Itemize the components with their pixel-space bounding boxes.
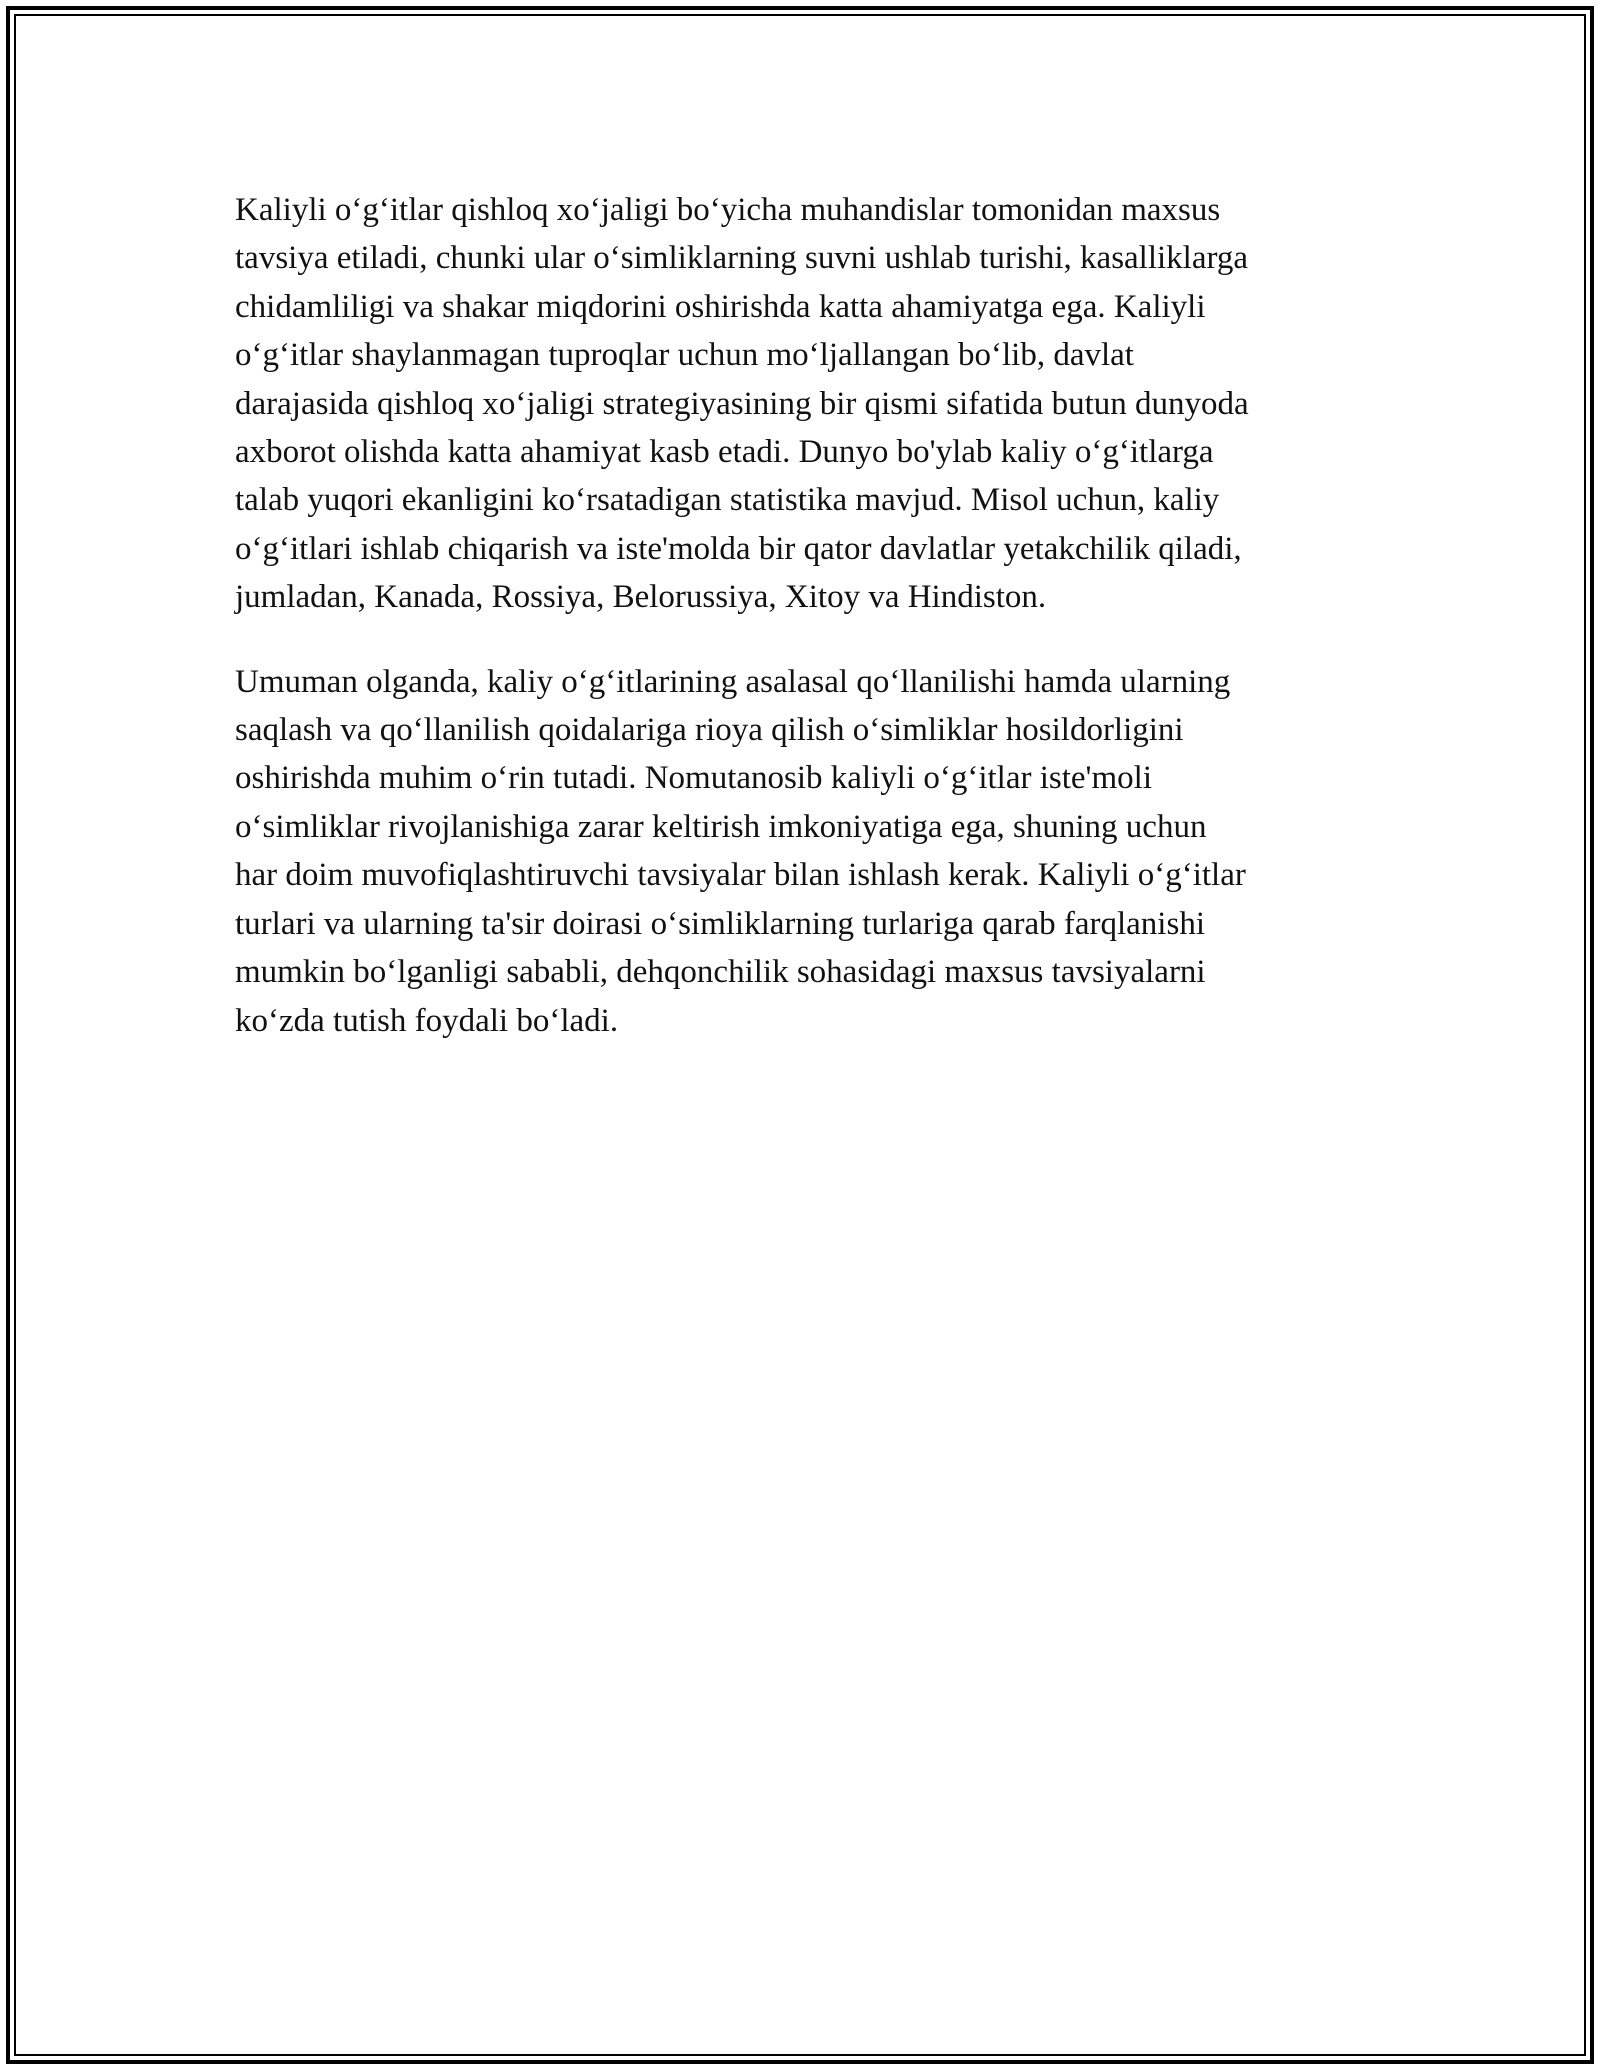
text-line: Kaliyli o‘g‘itlar qishloq xo‘jaligi bo‘yicha muhandislar tomonidan maxsus [235,192,1221,228]
paragraph-potash-fertilizers-conclusion [235,658,1375,1045]
text-line: saqlash va qo‘llanilish qoidalariga rioya qilish o‘simliklar hosildorligini [235,712,1184,749]
text-line: o‘g‘itlar shaylanmagan tuproqlar uchun mo‘ljallangan bo‘lib, davlat [235,337,1134,374]
text-line: oshirishda muhim o‘rin tutadi. Nomutanosib kaliyli o‘g‘itlar iste'moli [235,760,1153,797]
text-line: har doim muvofiqlashtiruvchi tavsiyalar bilan ishlash kerak. Kaliyli o‘g‘itlar [235,857,1246,894]
text-line: jumladan, Kanada, Rossiya, Belorussiya, Xitoy va Hindiston. [235,579,1047,616]
text-line: chidamliligi va shakar miqdorini oshirishda katta ahamiyatga ega. Kaliyli [235,288,1206,325]
text-line: mumkin bo‘lganligi sababli, dehqonchilik sohasidagi maxsus tavsiyalarni [235,954,1206,991]
text-line: Umuman olganda, kaliy o‘g‘itlarining asalasal qo‘llanilishi hamda ularning [235,663,1231,700]
text-line: talab yuqori ekanligini ko‘rsatadigan statistika mavjud. Misol uchun, kaliy [235,482,1220,519]
text-line: tavsiya etiladi, chunki ular o‘simliklarning suvni ushlab turishi, kasalliklarga [235,240,1249,277]
paragraph-potash-fertilizers-intro [235,186,1375,622]
text-line: darajasida qishloq xo‘jaligi strategiyasining bir qismi sifatida butun dunyoda [235,385,1249,422]
text-line: ko‘zda tutish foydali bo‘ladi. [235,1002,619,1039]
text-line: o‘g‘itlari ishlab chiqarish va iste'molda bir qator davlatlar yetakchilik qiladi, [235,530,1242,567]
text-line: turlari va ularning ta'sir doirasi o‘simliklarning turlariga qarab farqlanishi [235,905,1205,942]
text-line: axborot olishda katta ahamiyat kasb etadi. Dunyo bo'ylab kaliy o‘g‘itlarga [235,434,1214,471]
document-body [235,186,1375,1045]
text-line: o‘simliklar rivojlanishiga zarar keltirish imkoniyatiga ega, shuning uchun [235,808,1207,845]
